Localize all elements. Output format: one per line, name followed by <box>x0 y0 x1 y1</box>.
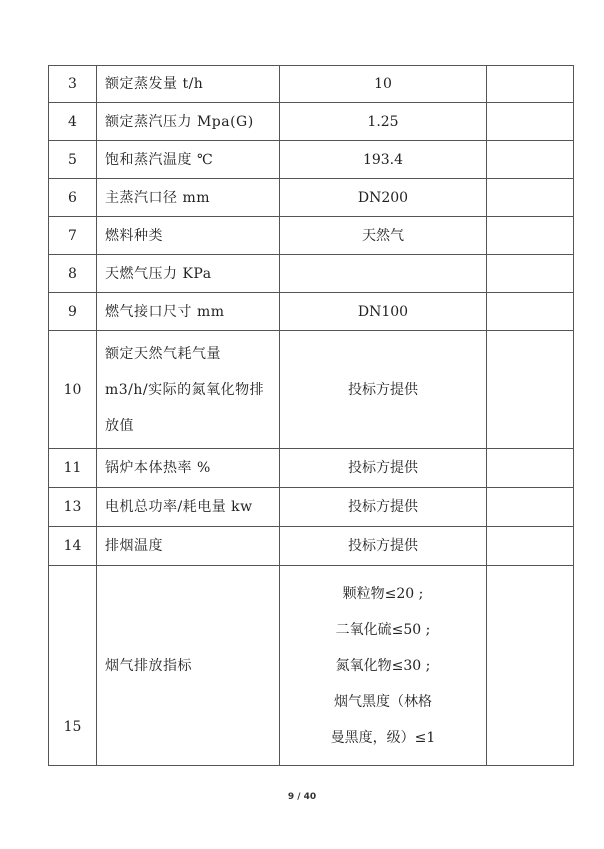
row-item <box>97 566 280 766</box>
row-item <box>97 488 280 527</box>
table-row <box>49 141 574 179</box>
row-value-line: 烟气黑度（林格 <box>334 693 432 710</box>
row-value-line: DN100 <box>357 303 409 320</box>
row-value <box>280 255 487 293</box>
row-extra <box>487 66 574 103</box>
row-item-line: 烟气排放指标 <box>105 657 192 674</box>
row-number: 8 <box>49 255 97 293</box>
row-item-line: 额定天然气耗气量 <box>105 345 221 362</box>
row-item <box>97 527 280 566</box>
row-value <box>280 141 487 179</box>
row-extra <box>487 179 574 217</box>
row-value <box>280 527 487 566</box>
row-item-line: 排烟温度 <box>105 538 163 554</box>
table-row <box>49 293 574 331</box>
row-value-line: 投标方提供 <box>348 460 418 476</box>
table-row <box>49 217 574 255</box>
row-value-line: 193.4 <box>362 151 404 168</box>
row-extra <box>487 293 574 331</box>
row-extra <box>487 217 574 255</box>
row-extra <box>487 488 574 527</box>
table-row <box>49 331 574 449</box>
row-value-line: 二氧化硫≤50 ; <box>335 621 431 638</box>
row-extra <box>487 103 574 141</box>
table-row <box>49 488 574 527</box>
row-value <box>280 488 487 527</box>
row-value-line: 氮氧化物≤30 ; <box>335 657 431 674</box>
row-item-line: 锅炉本体热率 % <box>105 460 211 476</box>
row-item-line: 电机总功率/耗电量 kw <box>105 499 253 515</box>
row-value-line: 曼黑度，级）≤1 <box>330 729 436 746</box>
row-value <box>280 566 487 766</box>
row-number: 6 <box>49 179 97 217</box>
row-item <box>97 103 280 141</box>
row-value-line: 天然气 <box>362 227 404 244</box>
row-item <box>97 255 280 293</box>
row-value <box>280 66 487 103</box>
row-value-line: 1.25 <box>367 113 399 130</box>
row-item-line: 天燃气压力 KPa <box>105 265 212 282</box>
row-extra <box>487 331 574 449</box>
row-item <box>97 66 280 103</box>
row-item <box>97 141 280 179</box>
row-item-line: m3/h/实际的氮氧化物排 <box>105 381 265 398</box>
row-number: 13 <box>49 488 97 527</box>
row-item-line: 主蒸汽口径 mm <box>105 189 211 206</box>
row-extra <box>487 449 574 488</box>
row-item-line: 额定蒸发量 t/h <box>105 76 204 92</box>
table-row <box>49 179 574 217</box>
row-item <box>97 449 280 488</box>
row-value-line: 10 <box>374 76 392 92</box>
row-value-line: 投标方提供 <box>348 499 418 515</box>
table-row <box>49 255 574 293</box>
row-value <box>280 179 487 217</box>
row-value-line: 颗粒物≤20 ; <box>342 585 424 602</box>
row-extra <box>487 527 574 566</box>
row-value <box>280 331 487 449</box>
row-value-line: 投标方提供 <box>348 538 418 554</box>
row-number: 10 <box>49 331 97 449</box>
row-value-line: DN200 <box>357 189 409 206</box>
row-extra <box>487 566 574 766</box>
row-number: 11 <box>49 449 97 488</box>
row-item <box>97 331 280 449</box>
row-item-line: 饱和蒸汽温度 ℃ <box>105 151 214 168</box>
row-item <box>97 217 280 255</box>
row-item-line: 额定蒸汽压力 Mpa(G) <box>105 113 254 130</box>
row-item-line: 燃气接口尺寸 mm <box>105 303 225 320</box>
row-number: 4 <box>49 103 97 141</box>
table-row <box>49 527 574 566</box>
table-row <box>49 66 574 103</box>
spec-table-body <box>49 66 574 766</box>
row-value <box>280 217 487 255</box>
spec-table <box>48 65 574 766</box>
table-row <box>49 103 574 141</box>
row-extra <box>487 255 574 293</box>
row-item-line: 放值 <box>105 417 134 434</box>
row-number: 15 <box>49 566 97 766</box>
row-value <box>280 293 487 331</box>
row-value <box>280 449 487 488</box>
row-extra <box>487 141 574 179</box>
row-number: 14 <box>49 527 97 566</box>
row-number: 5 <box>49 141 97 179</box>
row-number: 9 <box>49 293 97 331</box>
row-item <box>97 293 280 331</box>
table-row <box>49 566 574 766</box>
row-item <box>97 179 280 217</box>
row-number: 3 <box>49 66 97 103</box>
row-value <box>280 103 487 141</box>
row-item-line: 燃料种类 <box>105 227 163 244</box>
page-number: 9 / 40 <box>287 792 317 802</box>
table-row <box>49 449 574 488</box>
row-value-line: 投标方提供 <box>348 381 418 398</box>
row-number: 7 <box>49 217 97 255</box>
